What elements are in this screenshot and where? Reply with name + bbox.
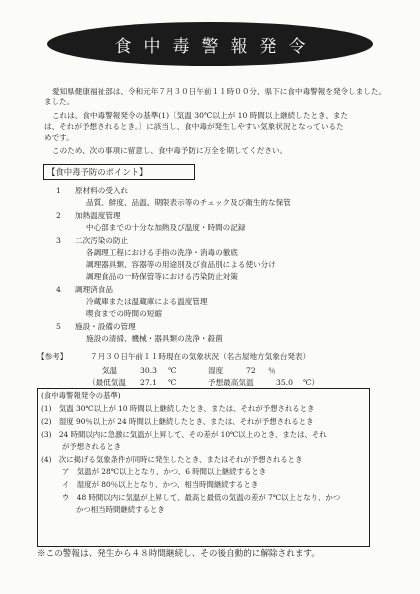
point-3-detail-1: 各調理工程における手指の洗浄・消毒の徹底 [86, 248, 238, 257]
point-4-title: 調理済食品 [75, 285, 113, 294]
point-2-title: 加熱温度管理 [75, 211, 121, 220]
point-5-detail-1: 施設の清掃、機械・器具類の洗浄・殺菌 [86, 334, 223, 343]
point-3-title: 二次汚染の防止 [75, 236, 129, 245]
point-4-number: 4 [56, 285, 61, 294]
point-3-number: 3 [56, 236, 61, 245]
temperature-unit: ℃ [168, 366, 177, 375]
humidity-unit: ％ [268, 366, 276, 375]
footnote: ※この警報は、発生から４８時間継続し、その後自動的に解除されます。 [37, 549, 320, 559]
point-3-detail-3: 調理食品の一時保管等における汚染防止対策 [86, 272, 238, 281]
intro-paragraph-3: このため、次の事項に留意し、食中毒予防に万全を期してください。 [52, 146, 288, 155]
temperature-label: 気温 [102, 366, 118, 375]
reference-label: 【参考】 [37, 352, 68, 361]
point-4-detail-2: 喫食までの時間の短縮 [86, 309, 162, 318]
criteria-4: (4) 次に掲げる気象条件が同時に発生したとき、またはそれが予想されるとき [41, 455, 303, 464]
criteria-4-u-line-2: かつ相当時間継続するとき [76, 505, 165, 514]
max-temperature-label: 予想最高気温 [208, 378, 254, 387]
point-2-detail-1: 中心部までの十分な加熱及び温度・時間の記録 [86, 223, 246, 232]
point-3-detail-2: 調理器具類、容器等の用途別及び食品別による使い分け [86, 260, 276, 269]
point-1-detail-1: 品質、鮮度、品温、期限表示等のチェック及び衛生的な保管 [86, 198, 291, 207]
humidity-label: 湿度 [208, 366, 224, 375]
criteria-2: (2) 湿度 90％以上が 24 時間以上継続したとき、または、それが予想されるとき [41, 417, 314, 426]
min-temperature-label: （最低気温 [88, 378, 126, 387]
intro-paragraph-2-line-1: これは、食中毒警報発令の基準(1)〔気温 30℃以上が 10 時間以上継続したとき、また [52, 111, 349, 120]
min-temperature-value: 27.1 [140, 378, 157, 387]
point-1-number: 1 [56, 186, 61, 195]
document-title: 食中毒警報発令 [114, 36, 318, 57]
intro-paragraph-1-line-1: 愛知県健康福祉部は、令和元年７月３０日午前１１時００分、県下に食中毒警報を発令しました。 [52, 87, 387, 96]
criteria-4-a: ア 気温が 28℃以上となり、かつ、6 時間以上継続するとき [62, 467, 267, 476]
reference-observation-time: ７月３０日午前１１時現在の気象状況（名古屋地方気象台発表） [90, 352, 311, 361]
max-temperature-value: 35.0 [276, 378, 293, 387]
point-1-title: 原材料の受入れ [75, 186, 129, 195]
criteria-3-line-2: が予想されるとき [62, 442, 122, 451]
intro-paragraph-2-line-3: めです。 [44, 133, 74, 142]
point-5-title: 施設・設備の管理 [75, 322, 136, 331]
criteria-1: (1) 気温 30℃以上が 10 時間以上継続したとき、または、それが予想されるとき [41, 404, 315, 413]
point-5-number: 5 [56, 322, 61, 331]
max-temperature-unit: ℃） [303, 378, 320, 387]
intro-paragraph-2-line-2: は、それが予想されるとき。〕に該当し、食中毒が発生しやすい気象状況となっているた [44, 122, 344, 131]
point-2-number: 2 [56, 211, 61, 220]
criteria-4-u-line-1: ウ 48 時間以内に気温が上昇して、最高と最低の気温の差が 7℃以上となり、かつ [62, 493, 341, 502]
title-banner [47, 22, 373, 66]
temperature-value: 30.3 [140, 366, 157, 375]
point-4-detail-1: 冷蔵庫または温蔵庫による温度管理 [86, 297, 208, 306]
criteria-4-i: イ 湿度が 80％以上となり、かつ、相当時間継続するとき [62, 480, 259, 489]
criteria-heading: (食中毒警報発令の基準) [41, 391, 121, 400]
humidity-value: 72 [246, 366, 256, 375]
intro-paragraph-1-line-2: ました。 [44, 97, 75, 106]
points-heading: 【食中毒予防のポイント】 [43, 164, 195, 180]
criteria-3-line-1: (3) 24 時間以内に急激に気温が上昇して、その差が 10℃以上のとき、または、それ [41, 430, 327, 439]
min-temperature-unit: ℃ [168, 378, 177, 387]
